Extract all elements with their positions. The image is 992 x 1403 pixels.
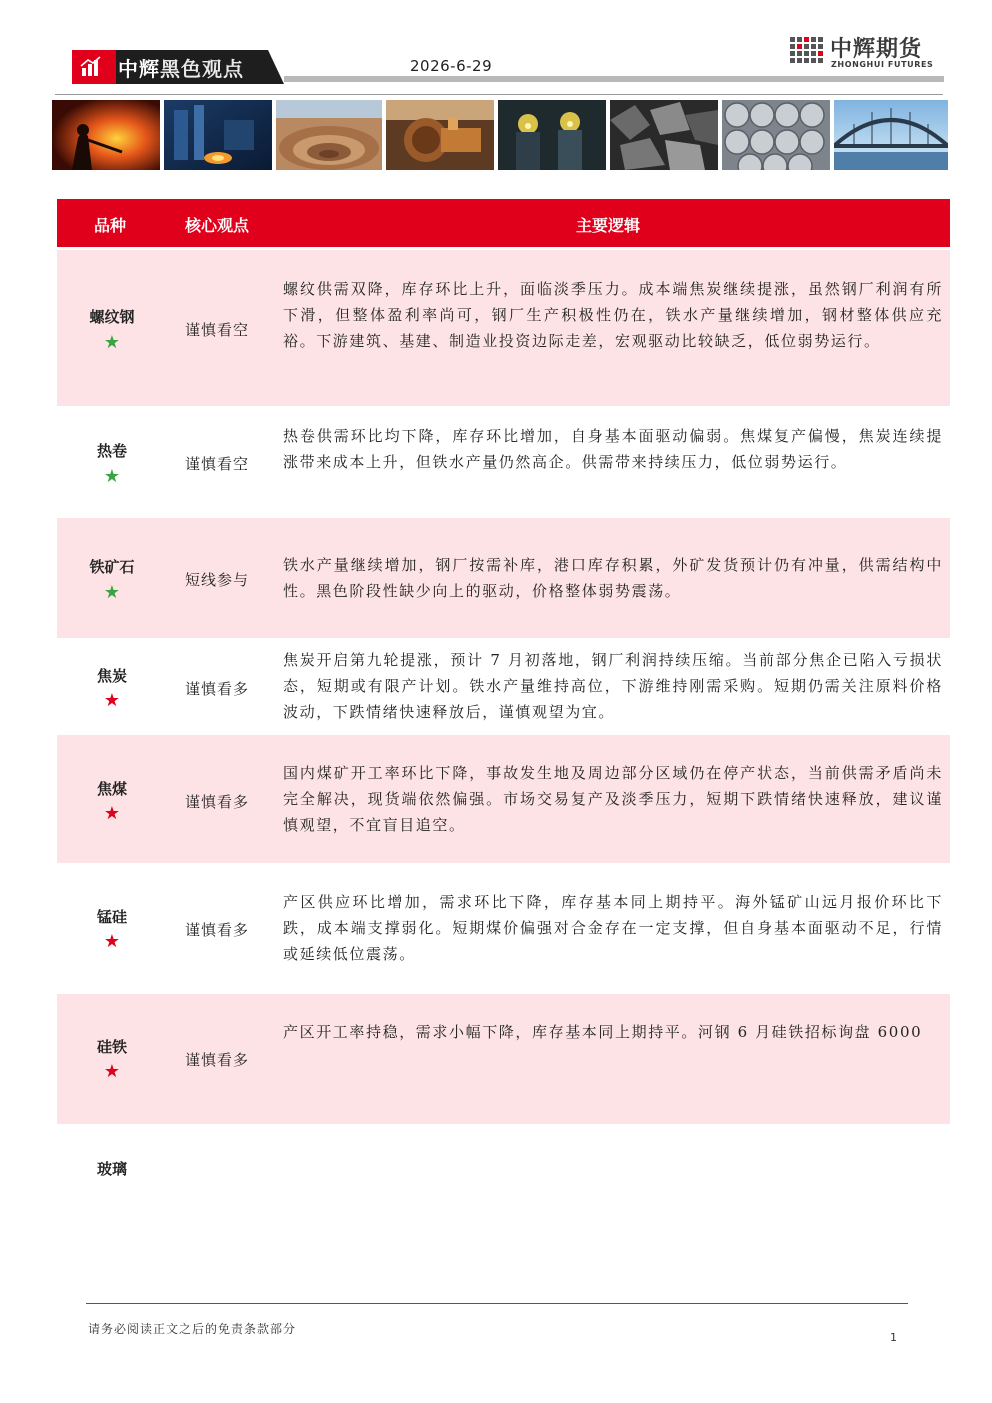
chart-icon — [80, 56, 102, 78]
variety-name: 铁矿石 — [89, 558, 135, 576]
bridge-photo — [834, 100, 948, 170]
furnace-photo — [164, 100, 272, 170]
column-header-view: 核心观点 — [185, 216, 250, 235]
main-logic: 国内煤矿开工率环比下降，事故发生地及周边部分区域仍在停产状态，当前供需矛盾尚未完全解决，现货端依然偏强。市场交易复产及淡季压力，短期下跌情绪快速释放，建议谨慎观望，不宜盲目追空。 — [283, 764, 943, 834]
page-title-part2: 黑色观点 — [160, 57, 244, 81]
variety-name: 螺纹钢 — [89, 308, 135, 326]
variety-name: 焦煤 — [96, 780, 127, 798]
rating-star-icon: ★ — [103, 1061, 121, 1082]
header-rule — [55, 94, 943, 95]
coal-miners-photo — [498, 100, 606, 170]
logo-text-cn: 中辉期货 — [830, 37, 923, 62]
table-header — [57, 199, 950, 247]
coal-lumps-photo — [610, 100, 718, 170]
column-header-logic: 主要逻辑 — [576, 216, 641, 235]
variety-name: 锰硅 — [96, 908, 127, 926]
rating-star-icon: ★ — [103, 582, 121, 603]
rating-star-icon: ★ — [103, 466, 121, 487]
core-view: 谨慎看空 — [185, 321, 250, 339]
rating-star-icon: ★ — [103, 332, 121, 353]
table-row-coke — [57, 638, 950, 735]
variety-name: 焦炭 — [96, 667, 127, 685]
rating-star-icon: ★ — [103, 803, 121, 824]
table-row-ferrosilicon — [57, 994, 950, 1124]
table-row-hot-coil — [57, 406, 950, 518]
page-title-part1: 中辉 — [118, 57, 160, 81]
table-row-iron-ore — [57, 518, 950, 638]
rating-star-icon: ★ — [103, 931, 121, 952]
table-row-glass — [57, 1124, 950, 1204]
main-logic: 螺纹供需双降，库存环比上升，面临淡季压力。成本端焦炭继续提涨，虽然钢厂利润有所下滑，但整体盈利率尚可，钢厂生产积极性仍在，铁水产量继续增加，钢材整体供应充裕。下游建筑、基建、制造业投资边际走差，宏观驱动比较缺乏，低位弱势运行。 — [283, 280, 943, 350]
footer-rule — [86, 1303, 908, 1304]
table-row-coking-coal — [57, 735, 950, 863]
logo-text-en: ZHONGHUI FUTURES — [831, 60, 934, 69]
variety-name: 热卷 — [96, 442, 127, 460]
logo-grid-icon — [790, 37, 824, 69]
header-image-strip — [52, 100, 948, 170]
core-view: 谨慎看多 — [185, 793, 250, 811]
core-view: 谨慎看多 — [185, 1051, 250, 1069]
page-title — [118, 53, 244, 82]
open-pit-mine-photo — [276, 100, 382, 170]
rating-star-icon: ★ — [103, 690, 121, 711]
company-logo — [790, 34, 940, 74]
disclaimer-note: 请务必阅读正文之后的免责条款部分 — [88, 1322, 297, 1336]
core-view: 谨慎看多 — [185, 680, 250, 698]
main-logic: 铁水产量继续增加，钢厂按需补库，港口库存积累，外矿发货预计仍有冲量，供需结构中性。黑色阶段性缺少向上的驱动，价格整体弱势震荡。 — [283, 556, 943, 600]
main-logic: 产区开工率持稳，需求小幅下降，库存基本同上期持平。河钢 6 月硅铁招标询盘 6000 — [283, 1023, 923, 1041]
main-logic: 热卷供需环比均下降，库存环比增加，自身基本面驱动偏弱。焦煤复产偏慢，焦炭连续提涨带来成本上升，但铁水产量仍然高企。供需带来持续压力，低位弱势运行。 — [283, 427, 943, 471]
page-number: 1 — [890, 1331, 897, 1344]
main-logic: 产区供应环比增加，需求环比下降，库存基本同上期持平。海外锰矿山远月报价环比下跌，成本端支撑弱化。短期煤价偏强对合金存在一定支撑，但自身基本面驱动不足，行情或延续低位震荡。 — [283, 893, 943, 963]
steelworker-photo — [52, 100, 160, 170]
core-view: 短线参与 — [185, 571, 250, 589]
column-header-variety: 品种 — [94, 216, 127, 235]
core-view: 谨慎看多 — [185, 921, 250, 939]
variety-name: 硅铁 — [96, 1038, 127, 1056]
variety-name: 玻璃 — [96, 1160, 127, 1178]
core-view: 谨慎看空 — [185, 455, 250, 473]
table-row-rebar — [57, 250, 950, 406]
header-gray-bar — [284, 76, 944, 82]
report-date: 2026-6-29 — [410, 57, 493, 75]
mining-machine-photo — [386, 100, 494, 170]
table-row-silicomanganese — [57, 863, 950, 994]
steel-rolls-photo — [722, 100, 830, 170]
main-logic: 焦炭开启第九轮提涨，预计 7 月初落地，钢厂利润持续压缩。当前部分焦企已陷入亏损状态，短期或有限产计划。铁水产量维持高位，下游维持刚需采购。短期仍需关注原料价格波动，下跌情绪快速释放后，谨慎观望为宜。 — [283, 651, 943, 721]
